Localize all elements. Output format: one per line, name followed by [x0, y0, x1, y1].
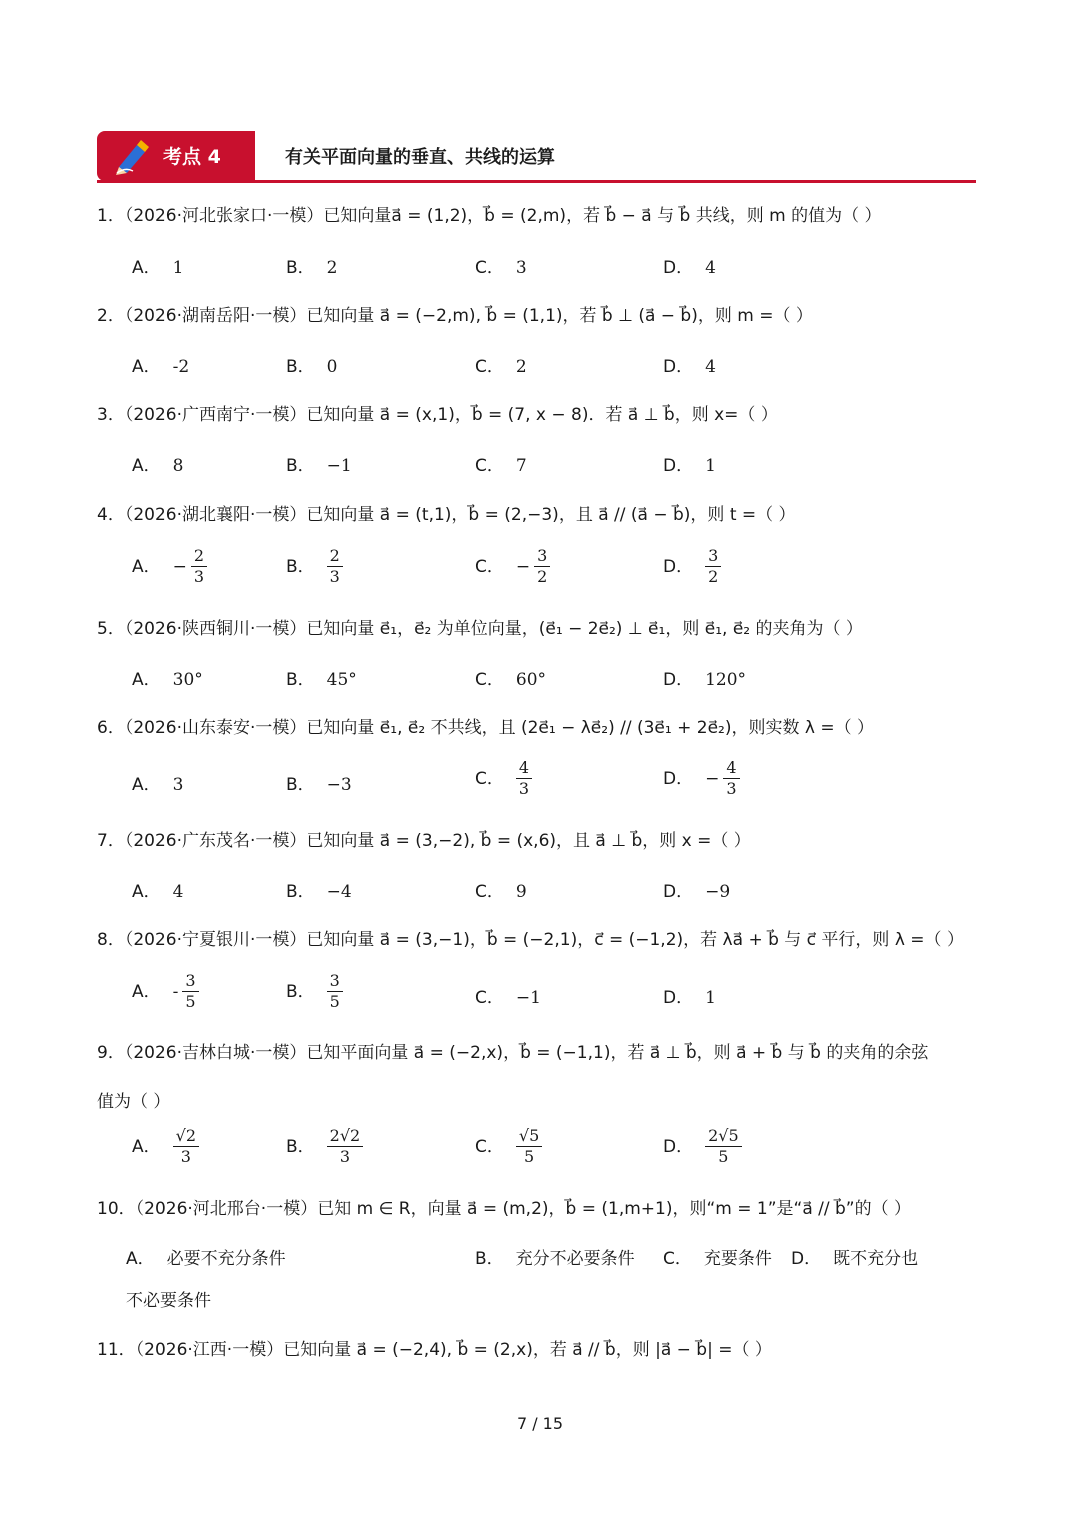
option-a: A． - $\frac{3}{5}$ — [132, 971, 199, 1012]
fraction: $\frac{4}{3}$ — [516, 758, 532, 799]
option-b: B． −3 — [286, 775, 352, 795]
question-6: 6．（2026·山东泰安·一模）已知向量 e⃗₁, e⃗₂ 不共线，且 (2e⃗₁ − λe⃗₂) // (3e⃗₁ + 2e⃗₂)，则实数 λ =（ ） — [97, 718, 874, 738]
section-badge — [97, 131, 255, 181]
question-10: 10．（2026·河北邢台·一模）已知 m ∈ R，向量 a⃗ = (m,2)，b⃗ = (1,m+1)，则“m = 1”是“a⃗ // b⃗”的（ ） — [97, 1199, 912, 1219]
option-b: B． 充分不必要条件 — [475, 1249, 635, 1269]
option-a: A． 必要不充分条件 — [126, 1249, 286, 1269]
option-c: C． 3 — [475, 258, 527, 278]
option-b: B． 0 — [286, 357, 338, 377]
option-c: C． 充要条件 — [663, 1249, 772, 1269]
option-continuation: 不必要条件 — [126, 1291, 211, 1311]
option-d: D． 4 — [663, 357, 716, 377]
option-a: A． − $\frac{2}{3}$ — [132, 546, 207, 587]
question-9: 9．（2026·吉林白城·一模）已知平面向量 a⃗ = (−2,x)，b⃗ = (−1,1)，若 a⃗ ⊥ b⃗，则 a⃗ + b⃗ 与 b⃗ 的夹角的余弦 — [97, 1043, 929, 1063]
option-a: A． 30° — [132, 670, 203, 690]
option-d: D． −9 — [663, 882, 731, 902]
option-c: C． −1 — [475, 988, 541, 1008]
option-c: C． 60° — [475, 670, 547, 690]
option-c: C． $\frac{√5}{5}$ — [475, 1126, 542, 1167]
option-b: B． 2 — [286, 258, 338, 278]
option-d: D． $\frac{3}{2}$ — [663, 546, 721, 587]
option-d: D． 120° — [663, 670, 747, 690]
question-stem: 已知 m ∈ R，向量 a⃗ = (m,2)，b⃗ = (1,m+1)，则“m = 1”是“a⃗ // b⃗”的（ ） — [317, 1199, 912, 1219]
question-stem: 已知向量 a⃗ = (3,−2), b⃗ = (x,6)，且 a⃗ ⊥ b⃗，则 x =（ ） — [306, 831, 751, 851]
badge-label: 考点 4 — [163, 146, 221, 168]
question-stem: 已知向量 a⃗ = (−2,m), b⃗ = (1,1)，若 b⃗ ⊥ (a⃗ − b⃗)，则 m =（ ） — [306, 306, 813, 326]
question-stem: 已知向量 e⃗₁，e⃗₂ 为单位向量，(e⃗₁ − 2e⃗₂) ⊥ e⃗₁，则 e⃗₁, e⃗₂ 的夹角为（ ） — [306, 619, 863, 639]
option-a: A． 8 — [132, 456, 184, 476]
fraction: $\frac{2}{3}$ — [191, 546, 207, 587]
question-source: （2026·河北张家口·一模） — [124, 206, 324, 226]
option-b: B． $\frac{2}{3}$ — [286, 546, 343, 587]
option-d: D． 1 — [663, 456, 716, 476]
question-2: 2．（2026·湖南岳阳·一模）已知向量 a⃗ = (−2,m), b⃗ = (1,1)，若 b⃗ ⊥ (a⃗ − b⃗)，则 m =（ ） — [97, 306, 813, 326]
fraction: $\frac{3}{2}$ — [705, 546, 721, 587]
section-title: 有关平面向量的垂直、共线的运算 — [285, 147, 555, 168]
option-b: B． $\frac{3}{5}$ — [286, 971, 343, 1012]
fraction: $\frac{√2}{3}$ — [173, 1126, 199, 1167]
option-a: A． -2 — [132, 357, 190, 377]
question-1 — [97, 201, 882, 226]
option-c: C． − $\frac{3}{2}$ — [475, 546, 550, 587]
fraction: $\frac{3}{2}$ — [534, 546, 550, 587]
question-stem: 已知向量 a⃗ = (t,1)，b⃗ = (2,−3)，且 a⃗ // (a⃗ − b⃗)，则 t =（ ） — [306, 505, 796, 525]
fraction: $\frac{√5}{5}$ — [516, 1126, 542, 1167]
pencil-icon — [113, 137, 153, 175]
fraction: $\frac{4}{3}$ — [723, 758, 739, 799]
fraction: $\frac{2√2}{3}$ — [327, 1126, 364, 1167]
question-3: 3．（2026·广西南宁·一模）已知向量 a⃗ = (x,1)，b⃗ = (7, x − 8)．若 a⃗ ⊥ b⃗，则 x=（ ） — [97, 405, 778, 425]
question-4: 4．（2026·湖北襄阳·一模）已知向量 a⃗ = (t,1)，b⃗ = (2,−3)，且 a⃗ // (a⃗ − b⃗)，则 t =（ ） — [97, 505, 796, 525]
question-8: 8．（2026·宁夏银川·一模）已知向量 a⃗ = (3,−1)，b⃗ = (−2,1)，c⃗ = (−1,2)，若 λa⃗ + b⃗ 与 c⃗ 平行，则 λ =（ ） — [97, 930, 964, 950]
option-a: A． 4 — [132, 882, 184, 902]
question-stem: 已知向量a⃗ = (1,2)，b⃗ = (2,m)，若 b⃗ − a⃗ 与 b⃗ 共线，则 m 的值为（ ） — [323, 206, 882, 226]
fraction: $\frac{2√5}{5}$ — [705, 1126, 742, 1167]
question-stem: 已知向量 a⃗ = (x,1)，b⃗ = (7, x − 8)．若 a⃗ ⊥ b⃗，则 x=（ ） — [306, 405, 778, 425]
option-b: B． 45° — [286, 670, 357, 690]
option-a: A． 3 — [132, 775, 184, 795]
header-divider — [97, 180, 976, 183]
option-c: C． 2 — [475, 357, 527, 377]
section-header — [97, 131, 976, 183]
option-c: C． $\frac{4}{3}$ — [475, 758, 532, 799]
question-stem: 已知向量 a⃗ = (3,−1)，b⃗ = (−2,1)，c⃗ = (−1,2)，若 λa⃗ + b⃗ 与 c⃗ 平行，则 λ =（ ） — [306, 930, 964, 950]
fraction: $\frac{2}{3}$ — [327, 546, 343, 587]
option-a: A． $\frac{√2}{3}$ — [132, 1126, 199, 1167]
question-11: 11．（2026·江西·一模）已知向量 a⃗ = (−2,4), b⃗ = (2,x)，若 a⃗ // b⃗，则 |a⃗ − b⃗| =（ ） — [97, 1340, 772, 1360]
option-d: D． $\frac{2√5}{5}$ — [663, 1126, 742, 1167]
option-d: D． 1 — [663, 988, 716, 1008]
question-stem: 已知平面向量 a⃗ = (−2,x)，b⃗ = (−1,1)，若 a⃗ ⊥ b⃗，则 a⃗ + b⃗ 与 b⃗ 的夹角的余弦 — [306, 1043, 929, 1063]
fraction: $\frac{3}{5}$ — [182, 971, 198, 1012]
question-stem-continuation: 值为（ ） — [97, 1092, 171, 1112]
question-number: 1． — [97, 206, 125, 226]
fraction: $\frac{3}{5}$ — [327, 971, 343, 1012]
question-stem: 已知向量 a⃗ = (−2,4), b⃗ = (2,x)，若 a⃗ // b⃗，则 |a⃗ − b⃗| =（ ） — [283, 1340, 772, 1360]
question-stem: 已知向量 e⃗₁, e⃗₂ 不共线，且 (2e⃗₁ − λe⃗₂) // (3e⃗₁ + 2e⃗₂)，则实数 λ =（ ） — [306, 718, 874, 738]
option-b: B． −4 — [286, 882, 352, 902]
option-b: B． $\frac{2√2}{3}$ — [286, 1126, 363, 1167]
option-c: C． 9 — [475, 882, 527, 902]
question-5: 5．（2026·陕西铜川·一模）已知向量 e⃗₁，e⃗₂ 为单位向量，(e⃗₁ − 2e⃗₂) ⊥ e⃗₁，则 e⃗₁, e⃗₂ 的夹角为（ ） — [97, 619, 863, 639]
option-d: D． 既不充分也 — [791, 1249, 919, 1269]
question-7: 7．（2026·广东茂名·一模）已知向量 a⃗ = (3,−2), b⃗ = (x,6)，且 a⃗ ⊥ b⃗，则 x =（ ） — [97, 831, 751, 851]
option-b: B． −1 — [286, 456, 352, 476]
page-number: 7 / 15 — [516, 1414, 564, 1433]
option-c: C． 7 — [475, 456, 527, 476]
option-d: D． − $\frac{4}{3}$ — [663, 758, 740, 799]
option-a: A． 1 — [132, 258, 184, 278]
option-d: D． 4 — [663, 258, 716, 278]
